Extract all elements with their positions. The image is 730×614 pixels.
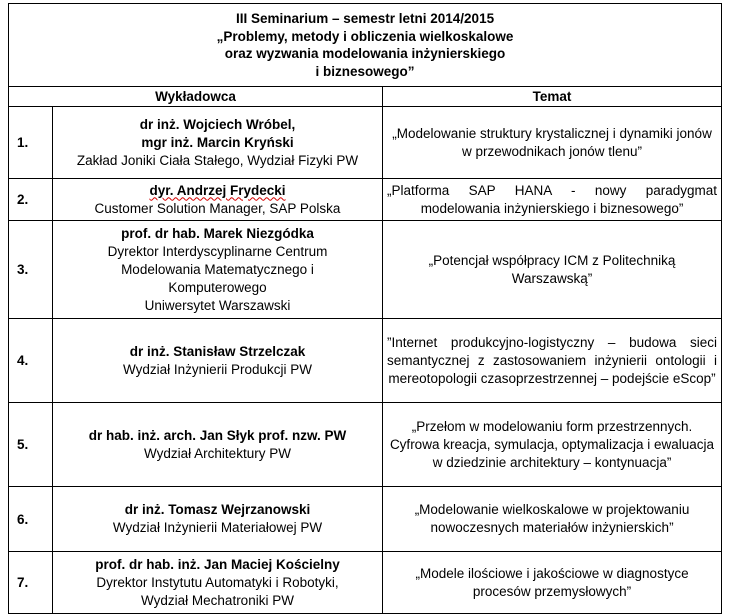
title-row xyxy=(9,4,722,87)
lecturer-affiliation: Wydział Inżynierii Produkcji PW xyxy=(123,361,312,377)
table-row xyxy=(9,319,722,403)
row-number: 7. xyxy=(9,552,53,614)
lecturer-affiliation-text: Customer Solution Manager, SAP Polska xyxy=(94,200,341,216)
lecturer-name: mgr inż. Marcin Kryński xyxy=(141,134,294,150)
table-row xyxy=(9,552,722,614)
table-row xyxy=(9,221,722,319)
lecturer-affiliation: Komputerowego xyxy=(168,279,267,295)
table-row xyxy=(9,107,722,179)
lecturer-name xyxy=(57,182,378,200)
topic-cell: ”Internet produkcyjno-logistyczny – budowa sieci semantycznej z zastosowaniem inżynierii ontologii i mereotopologii czasoprzestrzennej – podejście eScop” xyxy=(383,319,722,403)
table-row xyxy=(9,487,722,552)
row-number: 5. xyxy=(9,403,53,487)
seminar-schedule-table xyxy=(8,3,722,614)
lecturer-affiliation: Wydział Inżynierii Materiałowej PW xyxy=(112,520,323,535)
row-number: 2. xyxy=(9,179,53,221)
topic-cell: „Przełom w modelowaniu form przestrzennych. Cyfrowa kreacja, symulacja, optymalizacja i ewaluacja w dziedzinie architektury – kontynuacja” xyxy=(383,403,722,487)
lecturer-name: dr inż. Stanisław Strzelczak xyxy=(129,343,306,359)
topic-cell: „Potencjał współpracy ICM z Politechniką Warszawską” xyxy=(383,221,722,319)
lecturer-name: dr inż. Wojciech Wróbel, xyxy=(139,116,296,132)
lecturer-name: prof. dr hab. inż. Jan Maciej Kościelny xyxy=(95,556,340,572)
title-line-1: III Seminarium – semestr letni 2014/2015 xyxy=(235,11,495,26)
header-lecturer: Wykładowca xyxy=(9,87,383,107)
title-line-3: oraz wyzwania modelowania inżynierskiego xyxy=(224,46,506,61)
title-line-2: „Problemy, metody i obliczenia wielkoskalowe xyxy=(216,28,514,44)
lecturer-cell xyxy=(53,403,383,487)
lecturer-cell xyxy=(53,487,383,552)
lecturer-cell xyxy=(53,179,383,221)
topic-cell: „Platforma SAP HANA - nowy paradygmat modelowania inżynierskiego i biznesowego” xyxy=(383,179,722,221)
row-number: 3. xyxy=(9,221,53,319)
lecturer-name: prof. dr hab. Marek Niezgódka xyxy=(121,225,314,241)
lecturer-affiliation: Dyrektor Interdyscyplinarne Centrum xyxy=(107,243,328,259)
lecturer-cell xyxy=(53,319,383,403)
lecturer-affiliation: Uniwersytet Warszawski xyxy=(144,297,291,313)
lecturer-name-text: dyr. Andrzej Frydecki xyxy=(149,182,286,198)
lecturer-affiliation: Wydział Architektury PW xyxy=(144,445,291,461)
table-row xyxy=(9,403,722,487)
lecturer-affiliation: Modelowania Matematycznego i xyxy=(121,261,314,277)
row-number: 1. xyxy=(9,107,53,179)
lecturer-affiliation: Dyrektor Instytutu Automatyki i Robotyki, xyxy=(96,574,339,590)
title-line-4: i biznesowego” xyxy=(315,63,415,79)
header-row xyxy=(9,87,722,107)
seminar-title xyxy=(9,4,722,87)
lecturer-cell xyxy=(53,221,383,319)
table-row xyxy=(9,179,722,221)
topic-cell: „Modelowanie wielkoskalowe w projektowaniu nowoczesnych materiałów inżynierskich” xyxy=(383,487,722,552)
row-number: 6. xyxy=(9,487,53,552)
lecturer-affiliation: Zakład Joniki Ciała Stałego, Wydział Fizyki PW xyxy=(76,152,359,168)
lecturer-cell xyxy=(53,552,383,614)
lecturer-affiliation: Wydział Mechatroniki PW xyxy=(141,592,294,608)
row-number: 4. xyxy=(9,319,53,403)
lecturer-name: dr hab. inż. arch. Jan Słyk prof. nzw. PW xyxy=(88,427,347,443)
lecturer-cell xyxy=(53,107,383,179)
lecturer-affiliation xyxy=(57,200,378,218)
lecturer-name: dr inż. Tomasz Wejrzanowski xyxy=(124,502,311,517)
header-topic: Temat xyxy=(383,87,722,107)
topic-cell: „Modelowanie struktury krystalicznej i dynamiki jonów w przewodnikach jonów tlenu” xyxy=(383,107,722,179)
topic-cell: „Modele ilościowe i jakościowe w diagnostyce procesów przemysłowych” xyxy=(383,552,722,614)
